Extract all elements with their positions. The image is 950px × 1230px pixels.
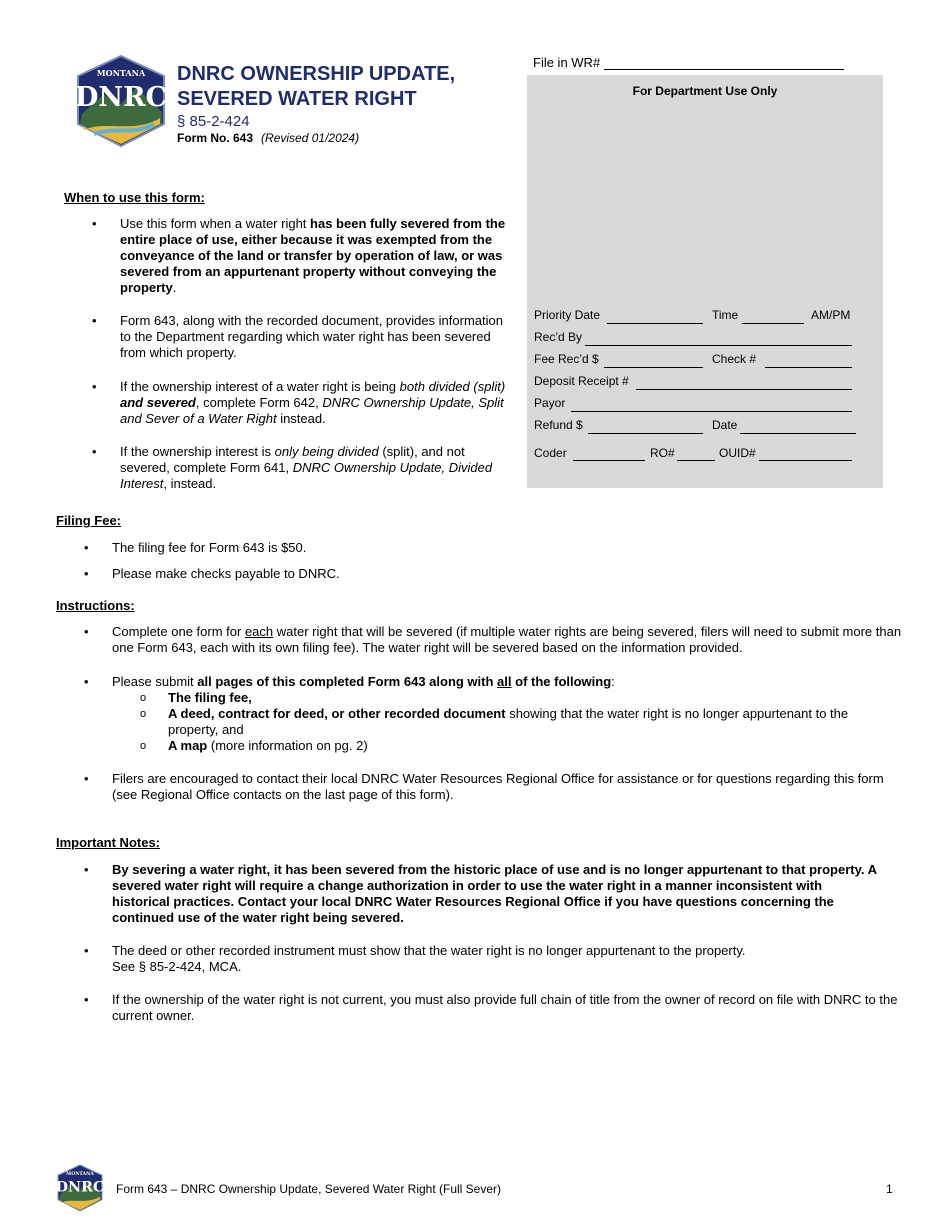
instructions-sub-3: o A map (more information on pg. 2) (140, 738, 368, 753)
instructions-bullet-1: • Complete one form for each water right that will be severed (if multiple water rights are being severed, filers will need to submit more than one Form 643, each with its own filing fee). The water right will be severed based on the information provided. (84, 624, 902, 655)
date-label: Date (712, 418, 738, 432)
filing-fee-heading: Filing Fee: (56, 513, 121, 528)
fee-recd-field[interactable] (604, 366, 703, 368)
fee-bullet-2: • Please make checks payable to DNRC. (84, 566, 340, 581)
time-label: Time (712, 308, 739, 322)
refund-label: Refund $ (534, 418, 583, 432)
recd-by-label: Rec’d By (534, 330, 583, 344)
ro-field[interactable] (677, 459, 715, 461)
check-label: Check # (712, 352, 757, 366)
ouid-label: OUID# (719, 446, 756, 460)
svg-text:DNRC: DNRC (74, 82, 168, 113)
instructions-bullet-3: • Filers are encouraged to contact their local DNRC Water Resources Regional Office for assistance or for questions regarding this form (see Regional Office contacts on the last page of this form). (84, 771, 884, 802)
form-title: DNRC OWNERSHIP UPDATE, SEVERED WATER RIGHT (177, 63, 456, 110)
footer-text: Form 643 – DNRC Ownership Update, Severed Water Right (Full Sever) (116, 1182, 502, 1196)
dnrc-footer-logo (56, 1164, 104, 1212)
ouid-field[interactable] (759, 459, 852, 461)
department-use-box (527, 75, 883, 488)
notes-bullet-2: • The deed or other recorded instrument must show that the water right is no longer appurtenant to the property. See § 85-2-424, MCA. (84, 943, 746, 974)
deposit-receipt-label: Deposit Receipt # (534, 374, 629, 388)
dept-box-title: For Department Use Only (632, 84, 778, 98)
priority-date-label: Priority Date (534, 308, 601, 322)
when-heading: When to use this form: (64, 190, 205, 205)
when-bullet-4: • If the ownership interest is only being divided (split), and not severed, complete Form 641, DNRC Ownership Update, Divided Interest, instead. (92, 444, 493, 491)
recd-by-field[interactable] (585, 344, 852, 346)
fee-bullet-1: • The filing fee for Form 643 is $50. (84, 540, 307, 555)
coder-label: Coder (534, 446, 567, 460)
date-field[interactable] (740, 432, 856, 434)
payor-label: Payor (534, 396, 566, 410)
when-bullet-1: • Use this form when a water right has been fully severed from the entire place of use, either because it was exempted from the conveyance of the land or transfer by operation of law, or was severed from an appurtenant property without conveying the property. (92, 216, 506, 295)
statute-ref: § 85-2-424 (177, 113, 250, 130)
instructions-sub-2: o A deed, contract for deed, or other recorded document showing that the water right is no longer appurtenant to the property, and (140, 706, 849, 737)
check-field[interactable] (765, 366, 852, 368)
ro-label: RO# (650, 446, 675, 460)
notes-bullet-3: • If the ownership of the water right is not current, you must also provide full chain of title from the owner of record on file with DNRC to the current owner. (84, 992, 898, 1023)
payor-field[interactable] (571, 410, 852, 412)
refund-field[interactable] (588, 432, 703, 434)
instructions-heading: Instructions: (56, 598, 135, 613)
when-bullet-3: • If the ownership interest of a water right is being both divided (split) and severed, complete Form 642, DNRC Ownership Update, Split and Sever of a Water Right instead. (92, 379, 506, 426)
svg-text:DNRC: DNRC (56, 1179, 104, 1196)
form-number: Form No. 643 (Revised 01/2024) (177, 131, 360, 145)
instructions-bullet-2: • Please submit all pages of this completed Form 643 along with all of the following: (84, 674, 615, 689)
when-bullet-2: • Form 643, along with the recorded document, provides information to the Department regarding which water right has been severed from which property. (92, 313, 503, 360)
file-in-wr-field[interactable]: File in WR# (533, 55, 844, 70)
coder-field[interactable] (573, 459, 645, 461)
time-field[interactable] (742, 322, 804, 324)
page-number: 1 (886, 1182, 893, 1196)
instructions-sub-1: o The filing fee, (140, 690, 252, 705)
deposit-receipt-field[interactable] (636, 388, 852, 390)
priority-date-field[interactable] (607, 322, 703, 324)
notes-bullet-1: • By severing a water right, it has been severed from the historic place of use and is no longer appurtenant to that property. A severed water right will require a change authorization in order to use the water right in a manner inconsistent with historical practices. Contact your local DNRC Water Resources Regional Office if you have questions concerning the continued use of the water right being severed. (84, 862, 877, 925)
fee-recd-label: Fee Rec’d $ (534, 352, 599, 366)
svg-text:MONTANA: MONTANA (66, 1172, 94, 1178)
svg-text:MONTANA: MONTANA (96, 68, 146, 78)
dnrc-logo (74, 54, 168, 148)
notes-heading: Important Notes: (56, 835, 160, 850)
ampm-label: AM/PM (811, 308, 851, 322)
